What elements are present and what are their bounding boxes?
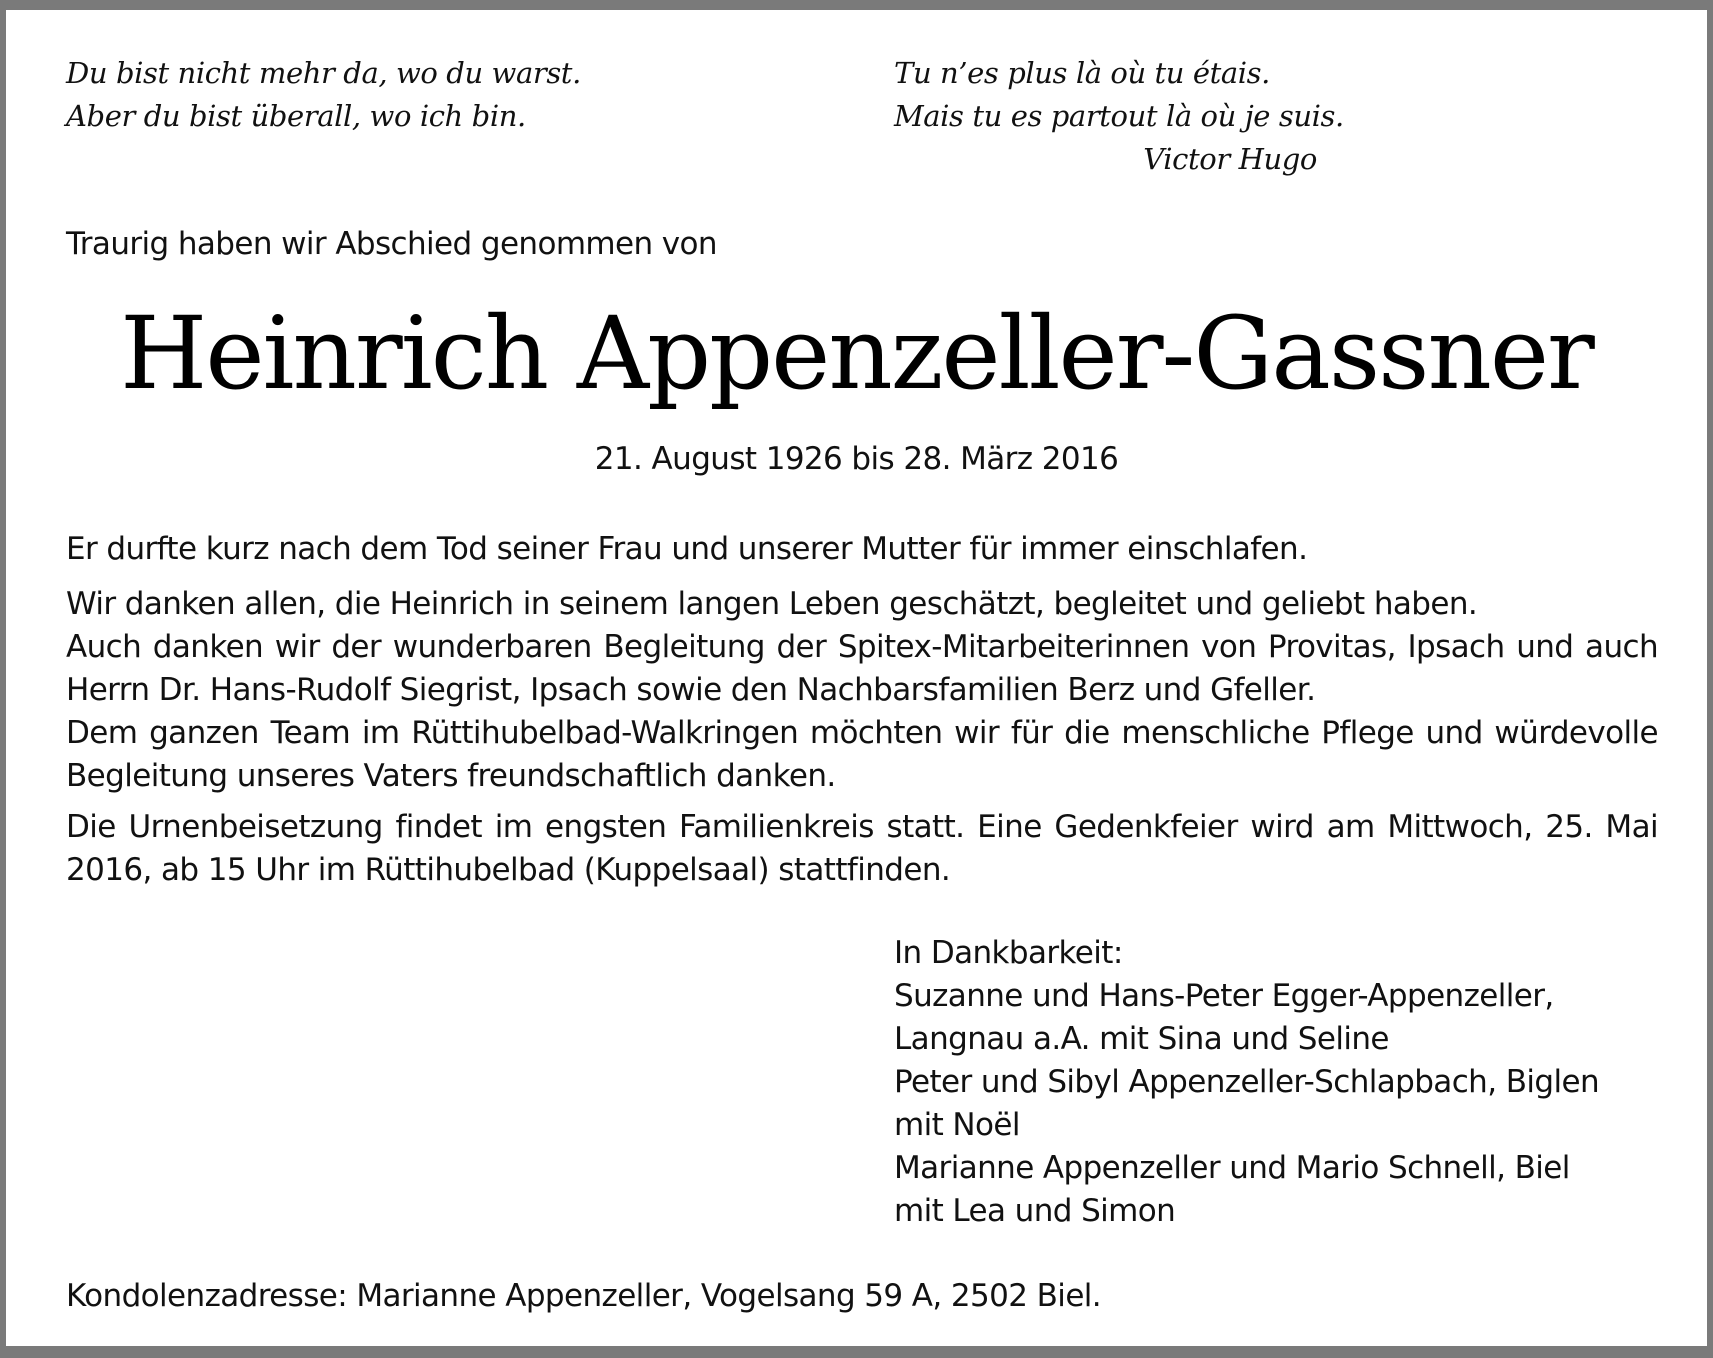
signer-line: Langnau a.A. mit Sina und Seline <box>894 1021 1389 1057</box>
signer-line: Suzanne und Hans-Peter Egger-Appenzeller, <box>894 978 1554 1014</box>
paragraph-thanks-all: Wir danken allen, die Heinrich in seinem langen Leben geschätzt, begleitet und geliebt haben. <box>66 586 1478 622</box>
signer-line: Marianne Appenzeller und Mario Schnell, Biel <box>894 1150 1570 1186</box>
signers-heading: In Dankbarkeit: <box>894 935 1123 971</box>
paragraph-memorial-service: Die Urnenbeisetzung findet im engsten Familienkreis statt. Eine Gedenkfeier wird am Mittwoch, 25. Mai 2016, ab 15 Uhr im Rüttihubelbad (Kuppelsaal) stattfinden. <box>66 809 1658 888</box>
quote-german-line-2: Aber du bist überall, wo ich bin. <box>66 99 526 133</box>
signers-block <box>894 932 1599 1233</box>
paragraph-farewell: Er durfte kurz nach dem Tod seiner Frau und unserer Mutter für immer einschlafen. <box>66 531 1308 567</box>
paragraph-thanks-team: Dem ganzen Team im Rüttihubelbad-Walkringen möchten wir für die menschliche Pflege und würdevolle Begleitung unseres Vaters freundschaftlich danken. <box>66 715 1658 794</box>
quote-french-line-1: Tu n’es plus là où tu étais. <box>894 56 1270 90</box>
life-dates: 21. August 1926 bis 28. März 2016 <box>594 441 1119 477</box>
deceased-name: Heinrich Appenzeller-Gassner <box>120 295 1593 412</box>
signer-line: mit Lea und Simon <box>894 1193 1176 1229</box>
intro-text: Traurig haben wir Abschied genommen von <box>66 226 717 262</box>
quote-author: Victor Hugo <box>1143 142 1317 176</box>
quote-french-line-2: Mais tu es partout là où je suis. <box>894 99 1344 133</box>
signer-line: mit Noël <box>894 1107 1020 1143</box>
signer-line: Peter und Sibyl Appenzeller-Schlapbach, Biglen <box>894 1064 1599 1100</box>
paragraph-thanks-caregivers: Auch danken wir der wunderbaren Begleitung der Spitex-Mitarbeiterinnen von Provitas, Ipsach und auch Herrn Dr. Hans-Rudolf Siegrist, Ipsach sowie den Nachbarsfamilien Berz und Gfeller. <box>66 629 1658 708</box>
condolence-address: Kondolenzadresse: Marianne Appenzeller, Vogelsang 59 A, 2502 Biel. <box>66 1278 1102 1314</box>
quote-german-line-1: Du bist nicht mehr da, wo du warst. <box>66 56 581 90</box>
